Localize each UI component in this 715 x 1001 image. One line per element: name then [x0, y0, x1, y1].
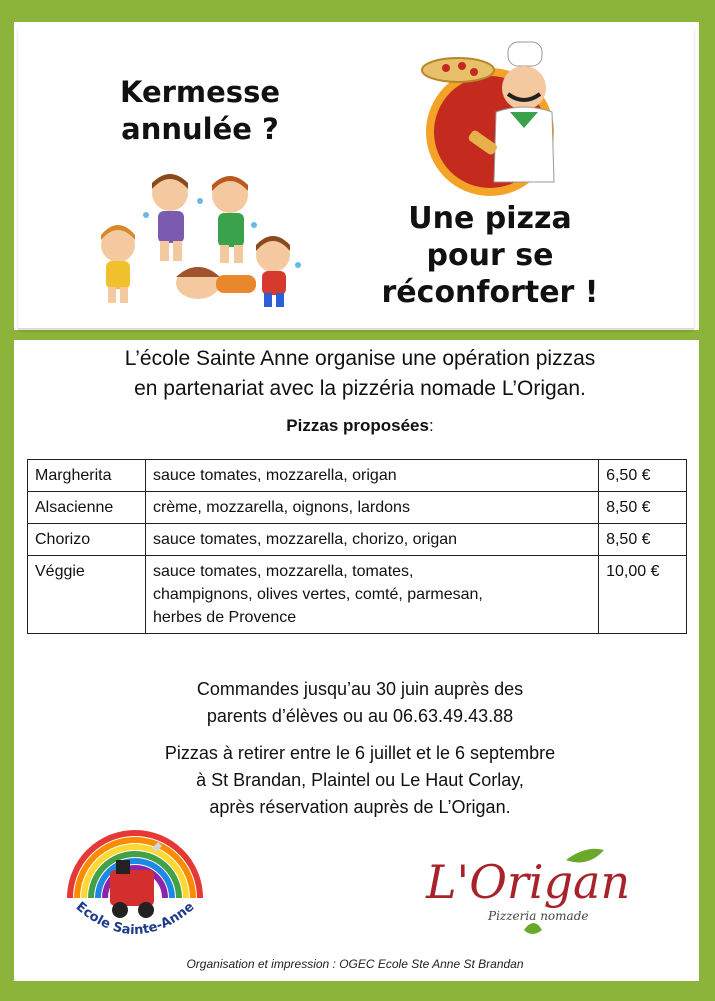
pizza-ingredients [145, 492, 598, 524]
origan-logo-subtext: Pizzeria nomade [488, 909, 589, 923]
table-row [28, 492, 687, 524]
orders-line: Commandes jusqu’au 30 juin auprès des [196, 679, 524, 699]
green-border-left [0, 0, 14, 1001]
crying-kids-illustration [88, 165, 318, 315]
intro-text [40, 344, 680, 404]
pizza-chef-illustration [412, 32, 562, 202]
table-row [28, 524, 687, 556]
orders-line: parents d’élèves ou au 06.63.49.43.88 [206, 706, 514, 726]
pickup-info [60, 740, 660, 821]
pizza-price: 8,50 € [599, 524, 687, 556]
ingredients-line: sauce tomates, mozzarella, origan [152, 467, 397, 484]
ingredients-line: crème, mozzarella, oignons, lardons [152, 499, 410, 516]
menu-title-text: Pizzas proposées [286, 416, 429, 435]
school-logo [60, 818, 210, 948]
pickup-line: Pizzas à retirer entre le 6 juillet et le 6 septembre [164, 743, 556, 763]
pizza-price: 10,00 € [599, 556, 687, 634]
pizza-price: 8,50 € [599, 492, 687, 524]
intro-line: L’école Sainte Anne organise une opération pizzas [124, 347, 596, 370]
table-row [28, 556, 687, 634]
green-border-bottom [0, 981, 715, 1001]
origan-logo [416, 840, 646, 940]
pizza-ingredients [145, 524, 598, 556]
pizza-name: Chorizo [28, 524, 146, 556]
ingredients-line: champignons, olives vertes, comté, parmesan, [152, 586, 483, 603]
intro-line: en partenariat avec la pizzéria nomade L’Origan. [134, 377, 586, 400]
pizza-ingredients [145, 460, 598, 492]
ingredients-line: herbes de Provence [152, 609, 297, 626]
headline-left-line: annulée ? [121, 112, 279, 146]
pizza-price: 6,50 € [599, 460, 687, 492]
green-border-top [0, 0, 715, 22]
origan-logo-text: L'Origan [426, 855, 631, 909]
headline-right-line: pour se [426, 238, 554, 273]
pizza-ingredients [145, 556, 598, 634]
menu-title [40, 416, 680, 436]
orders-info [60, 676, 660, 730]
table-row [28, 460, 687, 492]
pickup-line: à St Brandan, Plaintel ou Le Haut Corlay, [196, 770, 524, 790]
pickup-line: après réservation auprès de L’Origan. [209, 797, 511, 817]
school-logo-text: Ecole Sainte-Anne [72, 899, 198, 939]
footer-credit: Organisation et impression : OGEC Ecole Ste Anne St Brandan [186, 957, 524, 971]
headline-right-line: Une pizza [408, 201, 572, 236]
headline-right-line: réconforter ! [381, 275, 599, 310]
menu-title-suffix: : [428, 416, 434, 435]
headline-pizza [360, 200, 620, 311]
pizza-name: Véggie [28, 556, 146, 634]
ingredients-line: sauce tomates, mozzarella, chorizo, origan [152, 531, 458, 548]
headline-left-line: Kermesse [119, 75, 280, 109]
headline-kermesse [100, 74, 300, 148]
pizza-name: Alsacienne [28, 492, 146, 524]
green-divider [0, 330, 715, 340]
ingredients-line: sauce tomates, mozzarella, tomates, [152, 563, 414, 580]
green-border-right [699, 0, 715, 1001]
pizza-menu-table [27, 459, 687, 634]
pizza-name: Margherita [28, 460, 146, 492]
